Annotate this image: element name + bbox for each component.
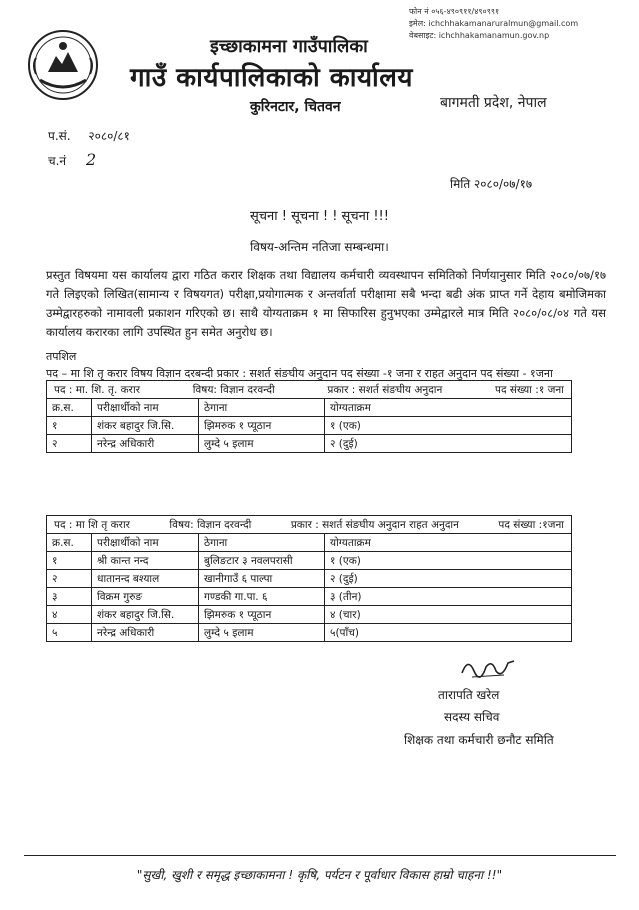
website-text: वेबसाइट: ichchhakamanamun.gov.np [409,31,550,40]
table-caption-row [47,516,572,534]
cell-rank: २ (दुई) [325,570,572,588]
table-row [47,588,572,606]
office-name: गाउँ कार्यपालिकाको कार्यालय [130,63,413,93]
cell-sn: २ [47,570,92,588]
signatory-title: सदस्य सचिव [444,710,500,724]
cell-name: श्री कान्त नन्द [92,552,199,570]
cell-address: खानीगाउँ ६ पाल्पा [199,570,325,588]
caption-type: प्रकार : सशर्त संङघीय अनुदान [327,383,443,396]
chalani-number [48,150,96,169]
table-row [47,624,572,642]
notice-heading: सूचना ! सूचना ! ! सूचना !!! [250,209,389,224]
results-table-1 [46,380,572,453]
email-text: इमेल: ichchhakamanaruralmun@gmail.com [409,19,579,28]
signatory-name: तारापति खरेल [438,688,500,702]
cell-sn: १ [47,552,92,570]
province-text: बागमती प्रदेश, नेपाल [440,95,547,111]
cell-name: शंकर बहादुर जि.सि. [92,606,199,624]
cell-name: धातानन्द बश्याल [92,570,199,588]
issue-date: मिति २०८०/०७/१७ [450,177,533,191]
cell-name: नरेन्द्र अधिकारी [92,624,199,642]
header-sn: क्र.स. [47,399,92,417]
header-address: ठेगाना [199,534,325,552]
header-rank: योग्यताक्रम [325,534,572,552]
cell-name: विक्रम गुरुङ [92,588,199,606]
caption-type: प्रकार : सशर्त संङघीय अनुदान राहत अनुदान [290,518,459,531]
table-row [47,552,572,570]
office-address: कुरिनटार, चितवन [250,99,341,115]
body-paragraph: प्रस्तुत विषयमा यस कार्यालय द्वारा गठित करार शिक्षक तथा विद्यालय कर्मचारी व्यवस्थापन समितिको निर्णयानुसार मिति २०८०/०७/१७ गते लिइएको लिखित(सामान्य र विषयगत) परीक्षा,प्रयोगात्मक र अन्तर्वार्ता परीक्षामा सबै भन्दा बढी अंक प्राप्त गर्ने देहाय बमोजिमका उम्मेद्वारहरुको नामावली प्रकाशन गरिएको छ। साथै योग्यताक्रम १ मा सिफारिस हुनुभएका उम्मेद्वारले मात्र मिति २०८०/०८/०४ गते यस कार्यालय करारका लागि उपस्थित हुन समेत अनुरोध छ। [46,268,606,339]
cell-address: झिमरुक १ प्यूठान [199,606,325,624]
header-name: परीक्षार्थीको नाम [92,534,199,552]
cell-address: लुम्दे ५ इलाम [199,624,325,642]
tapasil-section [46,348,606,382]
table-caption-row [47,381,572,399]
cell-sn: ३ [47,588,92,606]
patra-sankhya [48,127,130,144]
contact-info [409,6,619,42]
cell-rank: २ (दुई) [325,435,572,453]
cell-name: शंकर बहादुर जि.सि. [92,417,199,435]
caption-count: पद संख्या :१ जना [495,383,564,396]
cell-rank: ४ (चार) [325,606,572,624]
header-sn: क्र.स. [47,534,92,552]
chalani-label: च.नं [48,154,67,168]
phone-text: फोन नं ०५६-४९०९११/४९०९९१ [409,7,500,16]
signatory-committee: शिक्षक तथा कर्मचारी छनौट समिति [404,733,554,747]
handwritten-signature [458,653,518,685]
cell-rank: ३ (तीन) [325,588,572,606]
table-row [47,417,572,435]
cell-address: बुलिङटार ३ नवलपरासी [199,552,325,570]
tapasil-line: पद – मा शि तृ करार विषय विज्ञान दरबन्दी प्रकार : सशर्त संङघीय अनुदान पद संख्या -१ जना र राहत अनुदान पद संख्या - १जना [46,367,553,380]
nepal-emblem-logo [26,28,100,102]
patra-label: प.सं. [48,129,71,143]
cell-address: झिमरुक १ प्यूठान [199,417,325,435]
header-name: परीक्षार्थीको नाम [92,399,199,417]
cell-sn: ५ [47,624,92,642]
patra-value: २०८०/८१ [88,129,130,143]
table-row [47,606,572,624]
subject-line: विषय-अन्तिम नतिजा सम्बन्धमा। [250,240,389,254]
caption-post: पद : मा. शि. तृ. करार [54,383,140,396]
cell-name: नरेन्द्र अधिकारी [92,435,199,453]
caption-subject: विषय: विज्ञान दरवन्दी [192,383,275,396]
cell-sn: २ [47,435,92,453]
cell-rank: १ (एक) [325,552,572,570]
cell-sn: १ [47,417,92,435]
cell-address: गण्डकी गा.पा. ६ [199,588,325,606]
tapasil-label: तपशिल [46,350,77,363]
caption-count: पद संख्या :१जना [498,518,564,531]
cell-rank: १ (एक) [325,417,572,435]
municipality-name: इच्छाकामना गाउँपालिका [210,36,368,57]
table-row [47,435,572,453]
cell-sn: ४ [47,606,92,624]
cell-rank: ५(पाँच) [325,624,572,642]
header-rank: योग्यताक्रम [325,399,572,417]
caption-post: पद : मा शि तृ करार [54,518,130,531]
cell-address: लुम्दे ५ इलाम [199,435,325,453]
footer-divider [24,855,616,856]
table-row [47,570,572,588]
table-header-row [47,534,572,552]
footer-slogan: "सुखी, खुशी र समृद्ध इच्छाकामना ! कृषि, पर्यटन र पूर्वाधार विकास हाम्रो चाहना !!" [136,868,503,882]
caption-subject: विषय: विज्ञान दरवन्दी [169,518,252,531]
header-address: ठेगाना [199,399,325,417]
chalani-value: 2 [85,150,97,169]
table-header-row [47,399,572,417]
results-table-2 [46,515,572,642]
